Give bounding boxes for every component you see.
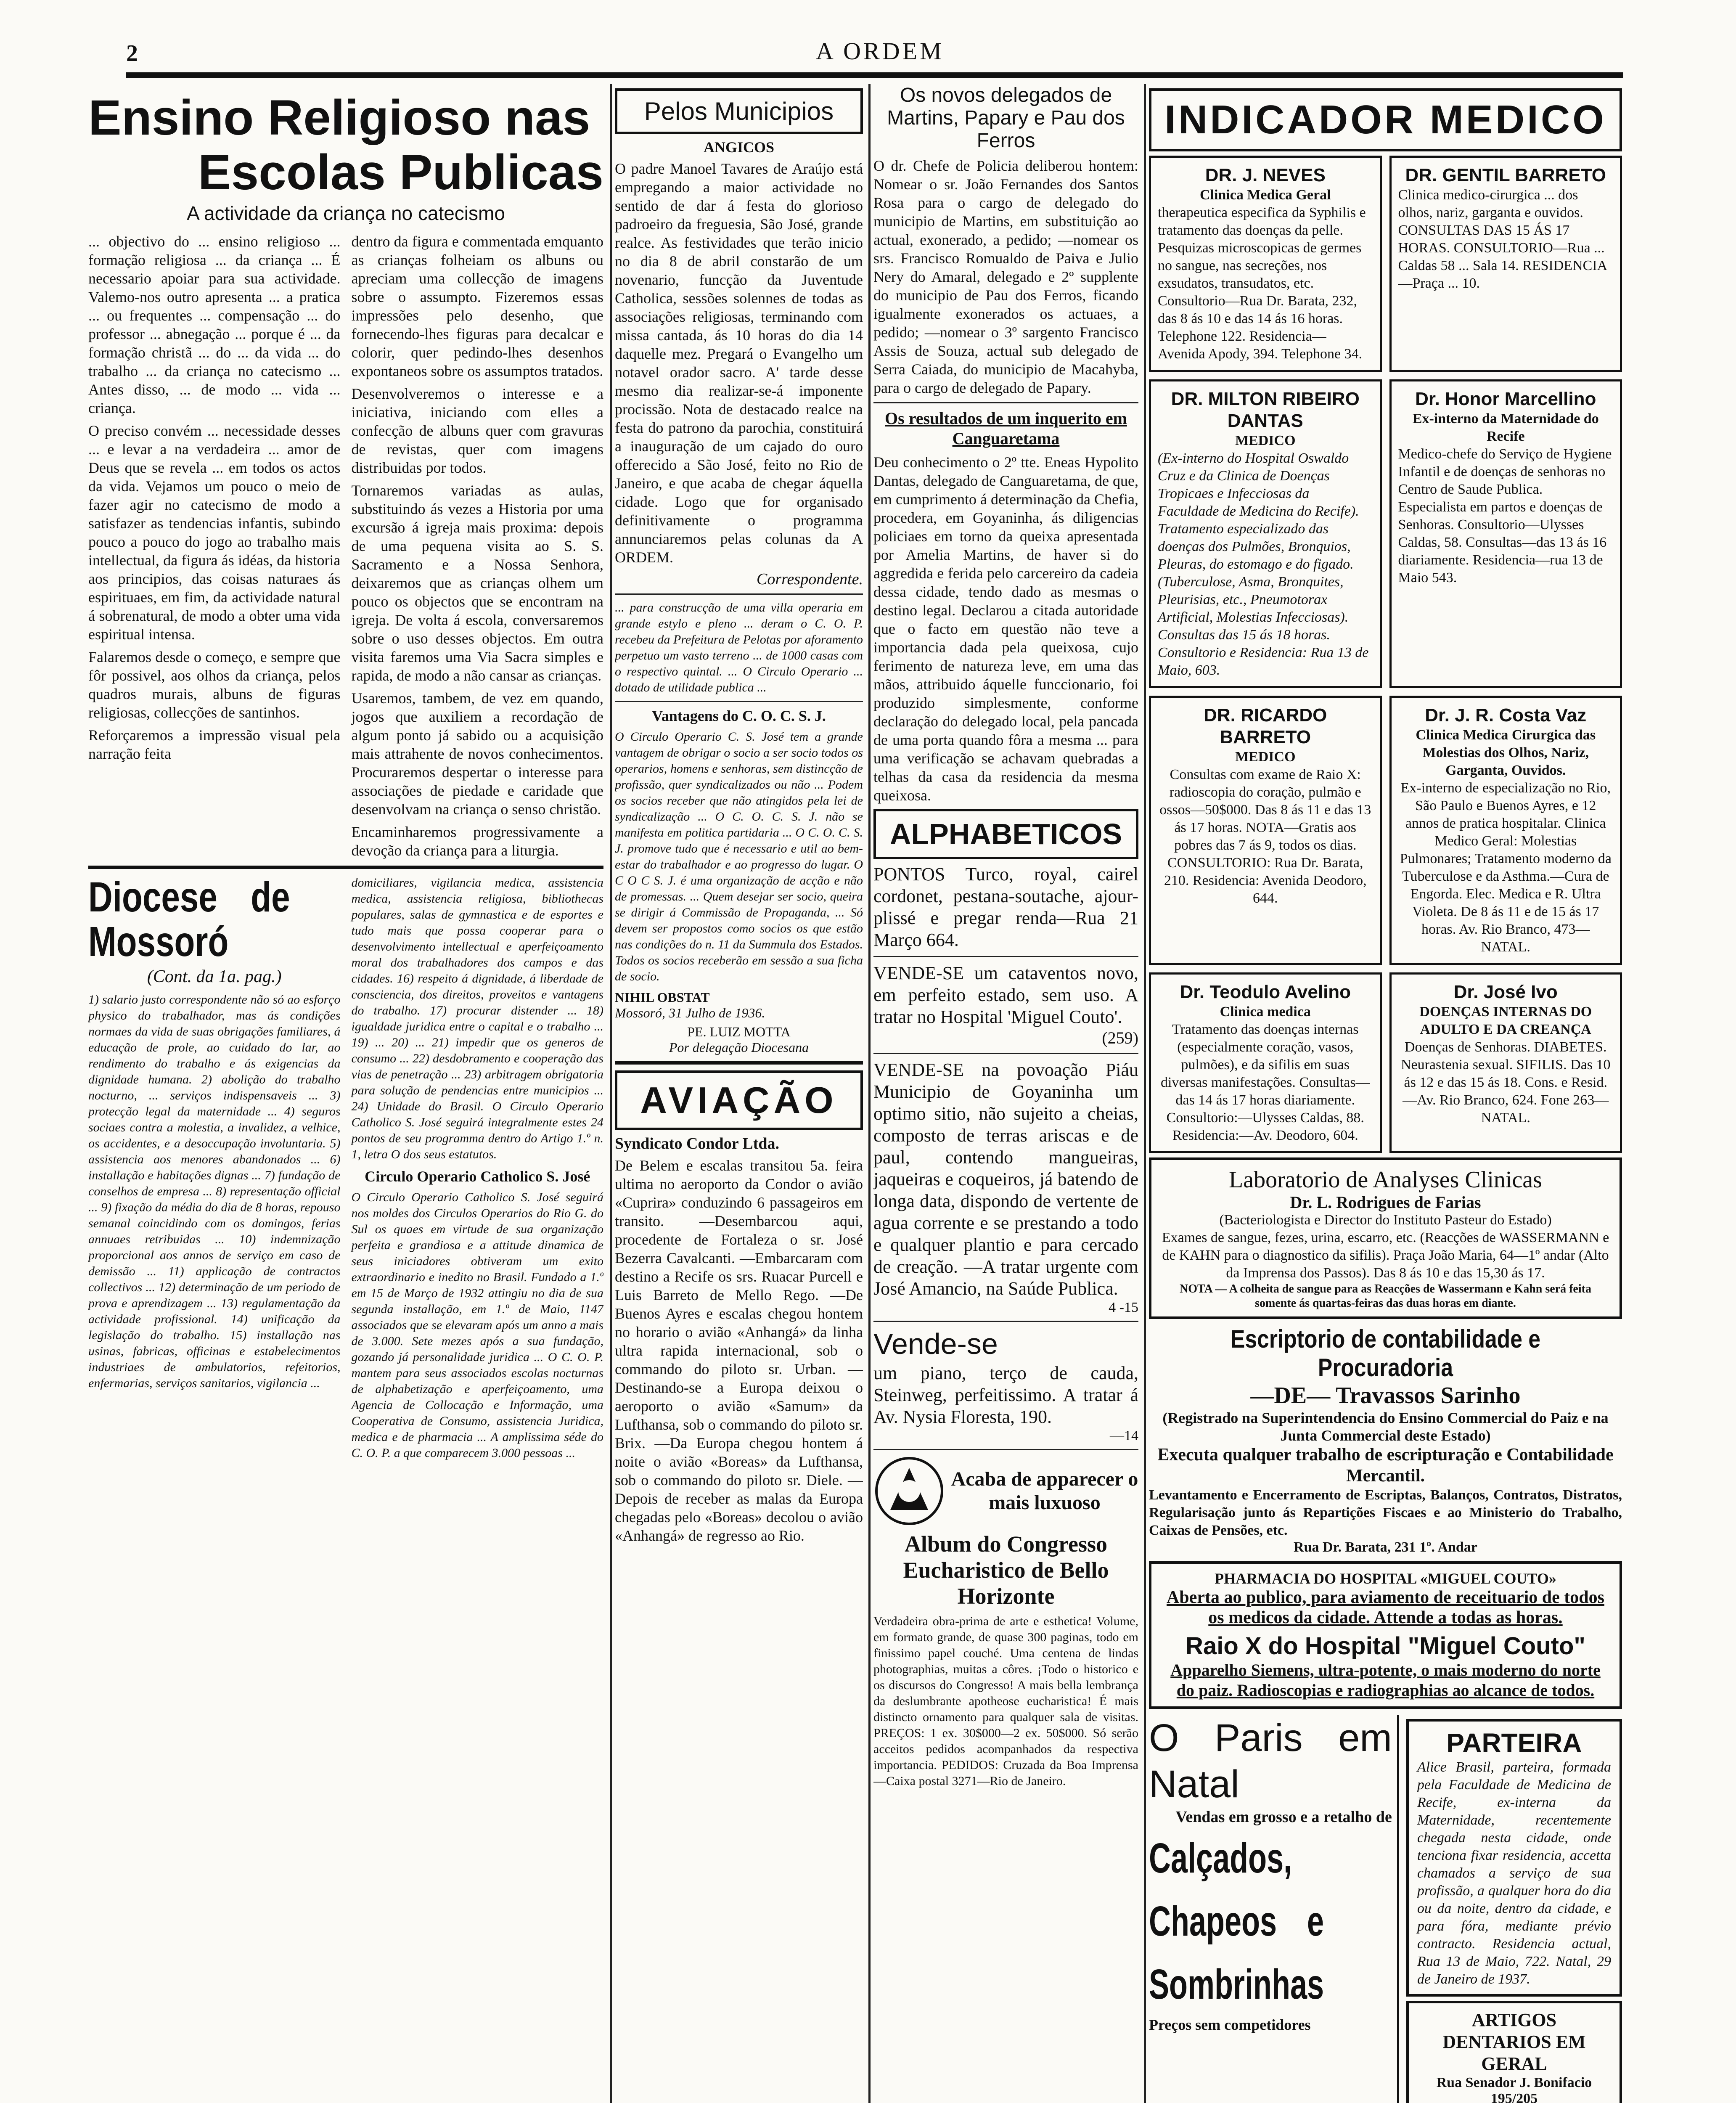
article-paragraph: Usaremos, tambem, de vez em quando, jogos que auxiliem a recordação de algum ponto já sabido ou a acquisição mais attrahente de novos conhecimentos. Procuraremos despertar o interesse para associações de piedade e caridade que desenvolvam na criança o senso christão. — [351, 690, 603, 818]
column-2 — [615, 84, 863, 2103]
diocese-continuation: (Cont. da 1a. pag.) — [147, 967, 282, 986]
column-divider — [868, 84, 871, 2103]
doctor-card — [1149, 696, 1382, 965]
doctor-card — [1149, 156, 1382, 372]
doctor-details: (Ex-interno do Hospital Oswaldo Cruz e da Clinica de Doenças Tropicaes e Infecciosas da Faculdade de Medicina do Recife). Tratamento especializado das doenças dos Pulmões, Bronquios, Pleuras, do estomago e do figado. (Tuberculose, Asma, Bronquites, Pleurisias, etc., Pneumotorax Artificial, Molestias Infecciosas). Consultas das 15 ás 18 horas. Consultorio e Residencia: Rua 13 de Maio, 603. — [1158, 450, 1369, 678]
escritorio-address: Rua Dr. Barata, 231 1º. Andar — [1294, 1539, 1477, 1555]
artigos-ad — [1406, 2001, 1622, 2103]
delegados-text: O dr. Chefe de Policia deliberou hontem: Nomear o sr. João Fernandes dos Santos Rosa para o cargo de delegado do municipio de Martins, em substituição ao actual, exonerado, a pedido; —nomear os srs. Francisco Romualdo de Paiva e Julio Nery do Amaral, delegado e 2º supplente do municipio de Pau dos Ferros, ficando igualmente exonerados os actuaes, a pedido; —nomear o 3º sargento Francisco Assis de Souza, actual sub delegado de Serra Caiada, do municipio de Macahyba, para o cargo de delegado de Papary. — [873, 157, 1138, 396]
diocese-text: 1) salario justo correspondente não só ao esforço physico do trabalhador, mas ás condições normaes da vida de suas obrigações familiares, á educação de prole, ao cuidado do lar, ao rendimento do trabalho e ás exigencias da dignidade humana. 2) abolição do trabalho nocturno, ... serviços indispensaveis ... 3) protecção legal da maternidade ... 4) seguros sociaes contra a molestia, a invalidez, a velhice, os accidentes, e a desoccupação involuntaria. 5) assistencia aos menores abandonados ... 6) installação e habitações dignas ... 7) fundação de conselhos de empresa ... 8) representação official ... 9) fixação da média do dia de 8 horas, repouso semanal coincidindo com os domingos, ferias annuaes retribuidas ... 10) indemnização proporcional aos annos de serviço em caso de demissão ... 11) applicação de contractos collectivos ... 12) determinação de um periodo de prova e aprendizagem ... 13) regulamentação da actividade profissional. 14) unificação da legislação do trabalho. 15) installação nas usinas, fabricas, officinas e estabelecimentos industriaes de ambulatorios, refeitorios, enfermarias, serviços sanitarios, vigilancia ... — [88, 993, 341, 1390]
doctor-card — [1389, 696, 1622, 965]
inquerito-text: Deu conhecimento o 2º tte. Eneas Hypolito Dantas, delegado de Canguaretama, de que, em cumprimento á determinação da Chefia, procedera, em Goyaninha, ás diligencias policiaes em torno da queixa apresentada por Amelia Martins, de haver si do aggredida e ferida pelo carcereiro da cadeia dessa cidade, tendo dado as mesmas o destino legal. Declarou a citada autoridade que o facto em questão não teve a importancia dada pela queixosa, cujo ferimento de natureza leve, em uma das mãos, attribuido áquelle funccionario, foi produzido simplesmente, conforme declaração do delegado local, pela pancada de uma porta quando fôra a mesma ... para uma verificação se achavam quebradas a telhas da casa da residencia da mesma queixosa. — [873, 454, 1138, 804]
doctor-details: Doenças de Senhoras. DIABETES. Neurastenia sexual. SIFILIS. Das 10 ás 12 e das 15 ás 18. Cons. e Resid.—Av. Rio Branco, 624. Fone 263—NATAL. — [1400, 1039, 1611, 1126]
rule — [873, 402, 1138, 403]
aviacao-text: De Belem e escalas transitou 5a. feira ultima no aeroporto da Condor o avião «Cuprira» conduzindo 6 passageiros em transito. —Desembarcou aqui, procedente de Fortaleza o sr. José Bezerra Cavalcanti. —Embarcaram com destino a Recife os srs. Ruacar Purcell e Luis Barreto de Mello Rego. —De Buenos Ayres e escalas chegou hontem no horario o avião «Anhangá» da linha ultra rapida internacional, sob o commando do piloto sr. Urban. —Destinando-se a Europa deixou o aeroporto o avião «Samum» da Lufthansa, sob o commando do piloto sr. Brix. —Da Europa chegou hontem á noite o avião «Boreas» da Lufthansa, sob o commando do piloto sr. Diele. —Depois de receber as malas da Europa chegadas pelo «Boreas» decolou o avião «Anhangá» de regresso ao Rio. — [615, 1157, 863, 1544]
article-paragraph: ... objectivo do ... ensino religioso ... formação religiosa ... da criança ... É necessario apoiar para sua actividade. Valemo-nos outro apresenta ... a pratica ... ou frequentes ... compensação ... do professor ... abnegação ... porque é ... da formação christã ... do ... da vida ... do trabalho ... da criança no catecismo ... Antes disso, ... de modo ... vida ... criança. — [88, 233, 341, 416]
doctor-name: Dr. J. R. Costa Vaz — [1425, 705, 1587, 726]
pharmacia-text: Aberta ao publico, para aviamento de receituario de todos os medicos da cidade. Attende a todas as horas. — [1167, 1588, 1604, 1627]
paris-subtitle: Vendas em grosso e a retalho de — [1175, 1808, 1392, 1826]
inquerito-title: Os resultados de um inquerito em Canguaretama — [885, 409, 1127, 448]
rule — [615, 593, 863, 595]
notice-text: ... para construcção de uma villa operaria em grande estylo e pleno ... deram o C. O. P. recebeu da Prefeitura de Pelotas por aforamento perpetuo um vasto terreno ... de 1000 casas com o respectivo quintal. ... O Circulo Operario ... dotado de utilidade publica ... — [615, 601, 863, 694]
classified-ad: PONTOS Turco, royal, cairel cordonet, pestana-soutache, ajour-plissé e pregar renda—Rua 21 Março 664. — [873, 864, 1138, 950]
lab-title: Laboratorio de Analyses Clinicas — [1229, 1167, 1542, 1193]
rule — [873, 1449, 1138, 1450]
doctor-role: MEDICO — [1235, 433, 1296, 448]
parteira-ad — [1406, 1719, 1622, 1997]
doctor-details: Clinica medico-cirurgica ... dos olhos, nariz, garganta e ouvidos. CONSULTAS DAS 15 ÁS 17 HORAS. CONSULTORIO—Rua ... Caldas 58 ... Sala 14. RESIDENCIA—Praça ... 10. — [1398, 187, 1608, 291]
doctor-role: Clinica Medica Cirurgica das Molestias dos Olhos, Nariz, Garganta, Ouvidos. — [1416, 727, 1596, 778]
doctor-card — [1389, 972, 1622, 1153]
ad-reference: (259) — [1102, 1028, 1138, 1047]
doctor-card — [1389, 379, 1622, 688]
paris-ad — [1149, 1715, 1399, 2103]
section-title: Pelos Municipios — [615, 88, 863, 134]
doctor-card — [1389, 156, 1622, 372]
section-rule — [88, 866, 603, 869]
rule — [873, 1053, 1138, 1054]
right-ads — [1406, 1715, 1622, 2103]
rule — [873, 1321, 1138, 1322]
circulo-text: O Circulo Operario Catholico S. José seguirá nos moldes dos Circulos Operarios do Rio G. do Sul os quaes em virtude de sua organização perfeita e grandiosa e a attitude dinamica de seus iniciadores obtiveram um exito extraordinario e inedito no Brasil. Fundado a 1.º em 15 de Março de 1932 attingiu no dia de sua segunda installação, em 1.º de Maio, 1147 associados que se elevaram após um anno a mais de 3.000. Sete mezes após a sua fundação, gozando já personalidade juridica ... O C. O. P. mantem para seus associados escolas nocturnas de alphabetização e aperfeiçoamento, uma Agencia de Collocação e Informação, uma Cooperativa de Consumo, assistencia Juridica, medica e de pharmacia ... A amplissima séde do C. O. P. a que comparecem 3.000 pessoas ... — [351, 1190, 603, 1460]
doctor-details: therapeutica especifica da Syphilis e tratamento das doenças da pelle. Pesquizas microscopicas de germes no sangue, nas secreções, nos exsudatos, transudatos, etc. Consultorio—Rua Dr. Barata, 232, das 8 ás 10 e das 14 ás 16 horas. Telephone 122. Residencia—Avenida Apody, 394. Telephone 34. — [1158, 205, 1366, 362]
doctor-details: Medico-chefe do Serviço de Hygiene Infantil e de doenças de senhoras no Centro de Saude Publica. Especialista em partos e doenças de Senhoras. Consultorio—Ulysses Caldas, 58. Consultas—das 13 ás 16 diariamente. Residencia—rua 13 de Maio 543. — [1398, 446, 1612, 585]
article-paragraph: dentro da figura e commentada emquanto as crianças folheiam os albuns ou apreciam uma collecção de imagens sobre o assumpto. Fizeremos essas impressões pelo desenho, que fornecendo-lhes figuras para decalcar e colorir, quer pedindo-lhes desenhos expontaneos sobre os assumptos tratados. — [351, 233, 603, 379]
article-paragraph: O preciso convém ... necessidade desses ... e levar a na verdadeira ... amor de Deus que se revela ... em todos os actos da vida. Vejamos um pouco o meio de fazer agir no catecismo de modo a satisfazer as tendencias infantis, subindo pouco a pouco do jogo ao trabalho mais intellectual, da figura ás idéas, da historia aos principios, das coisas naturaes ás espirituaes, em fim, da actividade natural á sobrenatural, de modo a obter uma vida espiritual intensa. — [88, 422, 341, 643]
lab-details: Exames de sangue, fezes, urina, escarro, etc. (Reacções de WASSERMANN e de KAHN para o diagnostico da sifilis). Praça João Maria, 64—1º andar (Alto da Imprensa dos Passos). Das 8 ás 10 e das 15,30 ás 17. — [1162, 1230, 1609, 1281]
doctor-role: DOENÇAS INTERNAS DO ADULTO E DA CREANÇA — [1419, 1004, 1592, 1037]
aviacao-company: Syndicato Condor Ltda. — [615, 1135, 780, 1152]
doctor-details: Tratamento das doenças internas (especialmente coração, vasos, pulmões), e da sifilis em suas diversas manifestações. Consultas—das 14 ás 17 horas diariamente. Consultorio:—Ulysses Caldas, 88. Residencia:—Av. Deodoro, 604. — [1160, 1022, 1370, 1143]
doctor-card — [1149, 379, 1382, 688]
delegados-title: Os novos delegados de Martins, Papary e Pau dos Ferros — [887, 84, 1125, 152]
nihil-obstat: NIHIL OBSTAT — [615, 990, 710, 1005]
place-date: Mossoró, 31 Julho de 1936. — [615, 1005, 765, 1020]
article-paragraph: Reforçaremos a impressão visual pela narração feita — [88, 727, 341, 762]
doctor-name: DR. MILTON RIBEIRO DANTAS — [1171, 389, 1360, 431]
escritorio-registration: (Registrado na Superintendencia do Ensino Commercial do Paiz e na Junta Commercial deste Estado) — [1162, 1409, 1609, 1444]
laboratory-ad — [1149, 1157, 1622, 1319]
doctor-name: Dr. Teodulo Avelino — [1180, 982, 1351, 1002]
alphabeticos-title: ALPHABETICOS — [873, 809, 1138, 859]
signer-name: PE. LUIZ MOTTA — [687, 1024, 791, 1039]
escritorio-details: Levantamento e Encerramento de Escriptas, Balanços, Contratos, Distratos, Regularisação junto ás Repartições Fiscaes e ao Ministerio do Trabalho, Caixas de Pensões, etc. — [1149, 1487, 1622, 1538]
column-divider — [610, 84, 612, 2103]
classified-ad: um piano, terço de cauda, Steinweg, perfeitissimo. A tratar á Av. Nysia Floresta, 190. — [873, 1363, 1138, 1427]
artigos-address: Rua Senador J. Bonifacio 195/205 — [1436, 2075, 1592, 2103]
doctor-details: Consultas com exame de Raio X: radioscopia do coração, pulmão e ossos—50$000. Das 8 ás 11 e das 13 ás 17 horas. NOTA—Gratis aos pobres das 7 ás 9, todos os dias. CONSULTORIO: Rua Dr. Barata, 210. Residencia: Avenida Deodoro, 644. — [1159, 767, 1371, 906]
doctor-role: Ex-interno da Maternidade do Recife — [1412, 411, 1599, 444]
article-paragraph: Encaminharemos progressivamente a devoção da criança para a liturgia. — [351, 824, 603, 859]
indicador-title: INDICADOR MEDICO — [1149, 88, 1622, 151]
raiox-text: Apparelho Siemens, ultra-potente, o mais moderno do norte do paiz. Radioscopias e radiographias ao alcance de todos. — [1170, 1661, 1601, 1700]
escritorio-ad — [1149, 1325, 1622, 1555]
lab-doctor: Dr. L. Rodrigues de Farias — [1290, 1193, 1481, 1212]
doctor-name: DR. J. NEVES — [1205, 165, 1326, 185]
aviacao-title: AVIAÇÃO — [615, 1070, 863, 1130]
pharmacia-ad — [1149, 1561, 1622, 1709]
escritorio-service: Executa qualquer trabalho de escripturação e Contabilidade Mercantil. — [1157, 1445, 1614, 1486]
paris-footer: Preços sem competidores — [1149, 2016, 1311, 2033]
diocese-text: domiciliares, vigilancia medica, assistencia medica, assistencia religiosa, bibliothecas populares, salas de gymnastica e de esportes e tudo mais que possa cooperar para o desenvolvimento intellectual e aperfeiçoamento moral dos trabalhadores dos campos e das cidades. 16) respeito á dignidade, á liberdade de consciencia, dos direitos, proveitos e vantagens do trabalho. 17) procurar distender ... 18) igualdade juridica entre o capital e o trabalho ... 19) ... 20) ... 21) impedir que os generos de consumo ... 22) desdobramento e cooperação das vias de penetração ... 23) arbitragem obrigatoria para solução de pendencias entre municipios ... 24) Unidade do Brasil. O Circulo Operario Catholico S. José seguirá integralmente estes 24 pontos de seu programma dentro do Artigo 1.º n. 1, letra O dos seus estatutos. — [351, 876, 603, 1161]
section-rule — [615, 1061, 863, 1065]
article-subhead: A actividade da criança no catecismo — [187, 202, 505, 224]
doctor-role: Clinica Medica Geral — [1199, 187, 1331, 203]
headline-line2: Escolas Publicas — [198, 145, 603, 200]
album-headline: Acaba de apparecer o mais luxuoso — [951, 1468, 1138, 1514]
parteira-text: Alice Brasil, parteira, formada pela Faculdade de Medicina de Recife, ex-interna da Maternidade, recentemente chegada nesta cidade, onde tenciona fixar residencia, accetta chamados a serviço de sua profissão, a qualquer hora do dia ou da noite, dentro da cidade, e para fóra, mediante prévio contracto. Residencia actual, Rua 13 de Maio, 722. Natal, 29 de Janeiro de 1937. — [1417, 1759, 1611, 1987]
column-1 — [88, 84, 603, 2103]
raiox-title: Raio X do Hospital "Miguel Couto" — [1186, 1632, 1585, 1660]
doctor-name: DR. RICARDO BARRETO — [1204, 705, 1327, 747]
section-subtitle: ANGICOS — [703, 139, 775, 156]
doctor-role: Clinica medica — [1220, 1004, 1311, 1020]
doctor-name: DR. GENTIL BARRETO — [1405, 165, 1606, 185]
header-rule — [126, 72, 1623, 78]
ad-reference: —14 — [1110, 1428, 1138, 1443]
paris-items: Calçados, Chapeos e Sombrinhas — [1149, 1835, 1324, 2008]
lab-note: NOTA — A colheita de sangue para as Reacções de Wassermann e Kahn será feita somente ás quartas-feiras das duas horas em diante. — [1180, 1282, 1591, 1310]
doctor-card — [1149, 972, 1382, 1153]
doctor-name: Dr. Honor Marcellino — [1415, 389, 1596, 409]
parteira-title: PARTEIRA — [1446, 1728, 1582, 1758]
circulo-title: Circulo Operario Catholico S. José — [365, 1168, 590, 1185]
article-paragraph: Falaremos desde o começo, e sempre que fôr possivel, aos olhos da criança, pelos quadros murais, albuns de figuras religiosas, collecções de santinhos. — [88, 649, 341, 721]
article-signature: Correspondente. — [757, 570, 863, 588]
article-paragraph: Tornaremos variadas as aulas, substituindo ás vezes a Historia por uma excursão á igreja mais proxima: depois de uma pequena visita ao S. S. Sacramento e a Nossa Senhora, deixaremos que as crianças olhem um pouco os objectos que se encontram na igreja. De volta á escola, conversaremos sobre o uso desses objectos. Em outra visita faremos uma Via Sacra simples e rapida, de modo a não cansar as crianças. — [351, 482, 603, 684]
album-text: Verdadeira obra-prima de arte e esthetica! Volume, em formato grande, de quase 300 paginas, todo em finissimo papel couché. Uma centena de lindas photographias, muitas a côres. ¡Todo o historico e os discursos do Congresso! A mais bella lembrança da deslumbrante apotheose eucharistica! É mais distincto ornamento para qualquer sala de visitas. PREÇOS: 1 ex. 30$000—2 ex. 50$000. Só serão acceitos pedidos acompanhados da respectiva importancia. PEDIDOS: Cruzada da Boa Imprensa—Caixa postal 3271—Rio de Janeiro. — [873, 1614, 1138, 1788]
doctor-details: Ex-interno de especialização no Rio, São Paulo e Buenos Ayres, e 12 annos de pratica hospitalar. Clinica Medico Geral: Molestias Pulmonares; Tratamento moderno da Tuberculose e da Asthma.—Cura de Engorda. Elec. Medica e R. Ultra Violeta. De 8 ás 11 e de 15 ás 17 horas. Av. Rio Branco, 473—NATAL. — [1400, 780, 1612, 955]
vantagens-title: Vantagens do C. O. C. S. J. — [652, 707, 826, 724]
artigos-title: ARTIGOS DENTARIOS EM GERAL — [1442, 2010, 1586, 2074]
ad-reference: 4 -15 — [1109, 1300, 1138, 1315]
diocese-title: Diocese de Mossoró — [88, 874, 290, 965]
classified-ad: VENDE-SE um cataventos novo, em perfeito estado, sem uso. A tratar no Hospital 'Miguel Couto'. — [873, 963, 1138, 1027]
article-paragraph: Desenvolveremos o interesse e a iniciativa, iniciando com elles a confecção de albuns quer com gravuras de revistas, quer com imagens distribuidas por todos. — [351, 385, 603, 476]
pharmacia-title: PHARMACIA DO HOSPITAL «MIGUEL COUTO» — [1215, 1570, 1556, 1587]
lab-role: (Bacteriologista e Director do Instituto Pasteur do Estado) — [1219, 1212, 1552, 1228]
doctor-directory — [1149, 156, 1622, 1153]
signer-role: Por delegação Diocesana — [669, 1040, 809, 1055]
vantagens-text: O Circulo Operario C. S. José tem a grande vantagem de obrigar o socio a ser socio todos os operarios, homens e senhoras, sem distincção de profissão, quer syndicalizados ou não ... Podem os socios receber que não atingidos pela lei de syndicalização ... O C. O. C. S. J. não se manifesta em politica partidaria ... O C. O. C. S. J. promove tudo que é necessario e util ao bem-estar do trabalhador e ao progresso do lugar. O C O C S. J. é uma organização de acção e não de promessas. ... Quem desejar ser socio, queira se dirigir á Commissão de Propaganda, ... Só devem ser propostos como socios os que estão nas condições do n. 11 da Summula dos Estados. Todos os socios receberão em sessão a sua ficha de socio. — [615, 730, 863, 983]
page-number: 2 — [126, 40, 138, 66]
escritorio-title: Escriptorio de contabilidade e Procuradoria — [1231, 1325, 1540, 1382]
article-text: O padre Manoel Tavares de Araújo está empregando a maior actividade no sentido de dar á festa do glorioso padroeiro da freguesia, São José, grande realce. As festividades que terão inicio no dia 8 de abril constarão de um novenario, funcção da Juventude Catholica, sessões solennes de todas as associações religiosas, terminando com missa cantada, ás 10 horas do dia 14 daquelle mez. Pregará o Evangelho um notavel orador sacro. A' tarde desse mesmo dia realizar-se-á imponente procissão. Nota de destacado realce na festa do patrono da parochia, constituirá a inauguração de um cajado do ouro offerecido a São José, feito no Rio de Janeiro, e que acaba de chegar áquella cidade. Logo que for organisado definitivamente o programma annunciaremos pelas colunas da A ORDEM. — [615, 160, 863, 566]
escritorio-name: —DE— Travassos Sarinho — [1250, 1383, 1521, 1409]
congress-emblem-icon — [873, 1455, 945, 1527]
column-4 — [1149, 84, 1622, 2103]
paris-title: O Paris em Natal — [1149, 1716, 1392, 1806]
doctor-name: Dr. José Ivo — [1453, 982, 1558, 1002]
column-divider — [1144, 84, 1146, 2103]
rule — [873, 956, 1138, 957]
classified-ad: VENDE-SE na povoação Piáu Municipio de Goyaninha um optimo sitio, não sujeito a cheias, composto de terras ariscas e de paul, contendo mangueiras, jaqueiras e coqueiros, já batendo de longa data, dispondo de vertente de agua corrente e se prestando a todo e qualquer plantio e para cercado de creação. —A tratar urgente com José Amancio, na Saúde Publica. — [873, 1059, 1138, 1299]
column-3 — [873, 84, 1138, 2103]
headline-line1: Ensino Religioso nas — [88, 90, 590, 146]
newspaper-title: A ORDEM — [816, 37, 944, 65]
album-title: Album do Congresso Eucharistico de Bello Horizonte — [903, 1531, 1109, 1609]
vende-se-lead: Vende-se — [873, 1327, 998, 1360]
doctor-role: MEDICO — [1235, 749, 1296, 765]
rule — [615, 701, 863, 702]
